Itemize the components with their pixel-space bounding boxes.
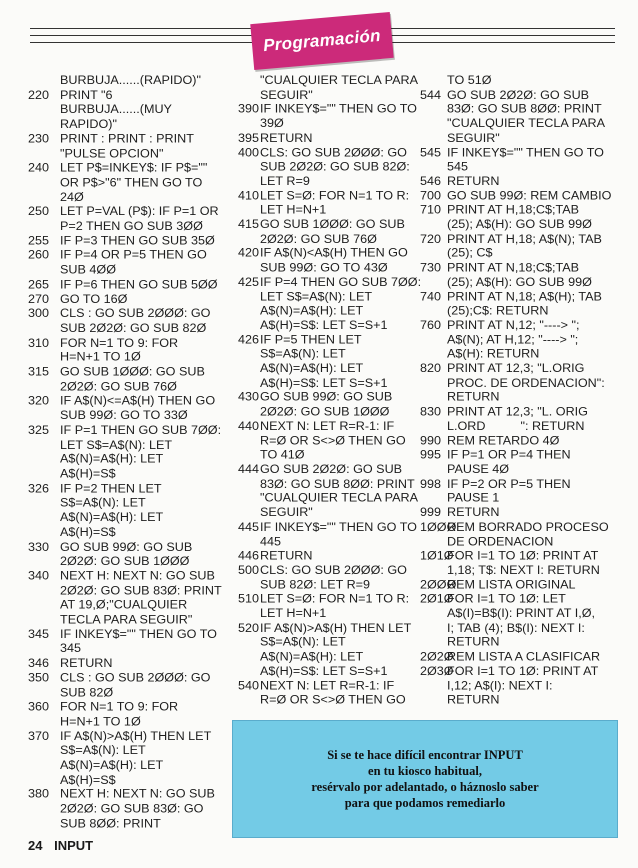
magazine-name: INPUT: [54, 838, 94, 853]
line-number: 995: [420, 448, 442, 462]
code-line: [238, 564, 438, 593]
listing-column-3: [420, 74, 620, 708]
code-line: [238, 521, 438, 550]
code-line: [28, 132, 243, 161]
line-number: 446: [238, 549, 260, 563]
code-text: LET P=VAL (P$): IF P=1 OR P=2 THEN GO SUB 3ØØ: [60, 205, 219, 233]
code-line: [420, 146, 620, 175]
code-text: REM LISTA ORIGINAL: [447, 578, 576, 592]
code-line: [238, 247, 438, 276]
line-number: 540: [238, 679, 260, 692]
code-text: IF A$(N)>A$(H) THEN LET S$=A$(N): LET A$(N)=A$(H): LET A$(H)=S$: LET S=S+1: [260, 621, 412, 678]
line-number: 445: [238, 520, 260, 534]
line-number: 350: [28, 671, 50, 685]
code-line: [420, 405, 620, 434]
code-line: [420, 290, 620, 319]
code-line: [238, 420, 438, 463]
code-text: "CUALQUIER TECLA PARA SEGUIR": [260, 74, 418, 102]
line-number: 440: [238, 419, 260, 433]
code-line: [238, 593, 438, 622]
line-number: 410: [238, 189, 260, 203]
code-line: [28, 89, 243, 133]
code-line: [28, 788, 243, 832]
line-number: 265: [28, 277, 50, 291]
notice-line: Si se te hace difícil encontrar INPUT: [327, 748, 523, 762]
code-text: IF P=5 THEN LET S$=A$(N): LET A$(N)=A$(H): LET A$(H)=S$: LET S=S+1: [260, 333, 388, 390]
code-text: NEXT H: NEXT N: GO SUB 2Ø2Ø: GO SUB 83Ø: PRINT AT 19,Ø;"CUALQUIER TECLA PARA SEGUIR": [60, 569, 222, 627]
line-number: 390: [238, 102, 260, 116]
code-text: PRINT AT N,18; A$(H); TAB (25);C$: RETURN: [447, 290, 602, 318]
code-text: CLS : GO SUB 2ØØØ: GO SUB 2Ø2Ø: GO SUB 82Ø: [60, 307, 211, 335]
code-line: [420, 261, 620, 290]
code-line: [28, 671, 243, 700]
line-number: 2Ø2Ø: [420, 650, 454, 664]
code-text: IF INKEY$="" THEN GO TO 445: [260, 520, 417, 548]
code-text: BURBUJA......(RAPIDO)": [60, 74, 201, 87]
section-tab: [250, 12, 393, 70]
code-line: [28, 293, 243, 308]
line-number: 345: [28, 627, 50, 641]
line-number: 260: [28, 248, 50, 262]
code-line: [238, 103, 438, 132]
code-text: PRINT AT N,12; "----> "; A$(N); AT H,12; "----> "; A$(H): RETURN: [447, 318, 580, 361]
section-title: Programación: [262, 25, 382, 56]
line-number: 425: [238, 275, 260, 289]
line-number: 340: [28, 569, 50, 583]
code-line: [28, 540, 243, 569]
code-text: GO TO 16Ø: [60, 292, 128, 306]
listing-column-2: [238, 74, 438, 708]
code-text: PRINT AT 12,3; "L.ORIG PROC. DE ORDENACION": RETURN: [447, 362, 605, 404]
line-number: 300: [28, 307, 50, 321]
code-text: RETURN: [60, 656, 113, 670]
code-text: IF P=1 OR P=4 THEN PAUSE 4Ø: [447, 448, 571, 476]
line-number: 546: [420, 174, 442, 188]
code-line: [238, 463, 438, 521]
line-number: 330: [28, 540, 50, 554]
code-line: [28, 234, 243, 249]
line-number: 520: [238, 621, 260, 635]
notice-line: en tu kiosco habitual,: [368, 764, 482, 778]
line-number: 310: [28, 336, 50, 350]
line-number: [28, 74, 60, 89]
code-text: IF P=6 THEN GO SUB 5ØØ: [60, 277, 218, 291]
line-number: 360: [28, 700, 50, 714]
line-number: 380: [28, 787, 50, 801]
line-number: 426: [238, 333, 260, 347]
notice-text: [311, 747, 538, 811]
page-number: 24: [28, 838, 43, 853]
code-line: [28, 307, 243, 336]
code-line: [238, 679, 438, 708]
code-text: IF A$(N)<=A$(H) THEN GO SUB 99Ø: GO TO 33Ø: [60, 394, 216, 423]
line-number: 730: [420, 261, 442, 275]
code-text: PRINT AT 12,3; "L. ORIG L.ORD ": RETURN: [447, 405, 588, 433]
code-line: [420, 449, 620, 478]
code-text: GO SUB 99Ø: GO SUB 2Ø2Ø: GO SUB 1ØØØ: [60, 540, 193, 568]
code-text: PRINT AT H,18; A$(N); TAB (25); C$: [447, 232, 602, 260]
code-text: LET S=Ø: FOR N=1 TO R: LET H=N+1: [260, 189, 410, 217]
code-line: [238, 333, 438, 391]
line-number: 325: [28, 423, 50, 437]
line-number: 740: [420, 290, 442, 303]
code-text: REM LISTA A CLASIFICAR: [447, 650, 601, 664]
line-number: 370: [28, 729, 50, 743]
code-line: [238, 621, 438, 679]
line-number: 700: [420, 189, 442, 203]
line-number: 400: [238, 146, 260, 159]
code-line: [28, 482, 243, 540]
line-number: 2Ø1Ø: [420, 592, 454, 606]
code-text: GO SUB 1ØØØ: GO SUB 2Ø2Ø: GO SUB 76Ø: [60, 365, 205, 393]
code-text: FOR I=1 TO 1Ø: LET A$(I)=B$(I): PRINT AT I,Ø, I; TAB (4); B$(I): NEXT I: RETURN: [447, 592, 596, 649]
code-text: RETURN: [447, 174, 500, 188]
code-line: [238, 132, 438, 146]
code-text: LET P$=INKEY$: IF P$="" OR P$>"6" THEN GO TO 24Ø: [60, 161, 208, 204]
code-text: IF P=4 THEN GO SUB 7ØØ: LET S$=A$(N): LET A$(N)=A$(H): LET A$(H)=S$: LET S=S+1: [260, 275, 422, 332]
code-text: IF A$(N)>A$(H) THEN LET S$=A$(N): LET A$(N)=A$(H): LET A$(H)=S$: [60, 729, 212, 787]
code-line: [28, 569, 243, 627]
code-line: [28, 336, 243, 365]
code-line: [420, 650, 620, 664]
line-number: 415: [238, 218, 260, 231]
notice-box: [232, 720, 618, 838]
code-line: [420, 204, 620, 233]
code-text: FOR N=1 TO 9: FOR H=N+1 TO 1Ø: [60, 700, 179, 729]
line-number: 270: [28, 292, 50, 306]
code-text: PRINT "6 BURBUJA......(MUY RAPIDO)": [60, 88, 172, 131]
code-text: LET S=Ø: FOR N=1 TO R: LET H=N+1: [260, 592, 410, 620]
line-number: 998: [420, 477, 442, 491]
code-text: NEXT N: LET R=R-1: IF R=Ø OR S<>Ø THEN GO TO 41Ø: [260, 419, 406, 462]
code-text: IF P=4 OR P=5 THEN GO SUB 4ØØ: [60, 248, 207, 277]
line-number: 346: [28, 656, 50, 670]
line-number: 1ØØØ: [420, 520, 457, 534]
line-number: 545: [420, 146, 442, 159]
line-number: [420, 74, 447, 88]
code-line: [238, 74, 438, 103]
line-number: 830: [420, 405, 442, 419]
code-text: IF INKEY$="" THEN GO TO 545: [447, 146, 604, 174]
line-number: 720: [420, 232, 442, 246]
code-line: [238, 391, 438, 420]
code-line: [420, 362, 620, 405]
code-text: IF P=3 THEN GO SUB 35Ø: [60, 234, 215, 248]
page-footer: [28, 838, 101, 853]
code-text: RETURN: [260, 131, 313, 145]
line-number: 420: [238, 246, 260, 260]
line-number: 2ØØØ: [420, 578, 457, 592]
code-text: GO SUB 2Ø2Ø: GO SUB 83Ø: GO SUB 8ØØ: PRINT "CUALQUIER TECLA PARA SEGUIR": [260, 463, 418, 520]
line-number: 240: [28, 161, 50, 175]
code-text: FOR N=1 TO 9: FOR H=N+1 TO 1Ø: [60, 336, 179, 364]
code-text: IF P=2 OR P=5 THEN PAUSE 1: [447, 477, 571, 505]
line-number: 990: [420, 434, 442, 448]
listing-column-1: [28, 74, 243, 832]
code-line: [28, 161, 243, 205]
code-line: [420, 189, 620, 203]
code-text: RETURN: [447, 506, 500, 520]
code-text: IF A$(N)<A$(H) THEN GO SUB 99Ø: GO TO 43Ø: [260, 246, 408, 275]
code-text: NEXT H: NEXT N: GO SUB 2Ø2Ø: GO SUB 83Ø: GO SUB 8ØØ: PRINT: [60, 787, 215, 831]
code-text: TO 51Ø: [447, 74, 492, 87]
code-line: [420, 578, 620, 592]
line-number: 1Ø1Ø: [420, 549, 454, 563]
code-text: CLS : GO SUB 2ØØØ: GO SUB 82Ø: [60, 671, 211, 699]
code-text: PRINT AT N,18;C$;TAB (25); A$(H): GO SUB 99Ø: [447, 261, 592, 289]
code-line: [28, 249, 243, 278]
code-line: [28, 700, 243, 729]
code-line: [420, 549, 620, 578]
code-line: [238, 189, 438, 218]
line-number: 999: [420, 506, 442, 520]
line-number: 320: [28, 394, 50, 408]
code-line: [28, 424, 243, 482]
line-number: 444: [238, 463, 260, 476]
code-line: [420, 477, 620, 506]
line-number: 430: [238, 390, 260, 404]
code-line: [420, 74, 620, 88]
code-line: [420, 175, 620, 189]
code-line: [28, 205, 243, 234]
code-text: GO SUB 99Ø: GO SUB 2Ø2Ø: GO SUB 1ØØØ: [260, 390, 393, 419]
line-number: 326: [28, 481, 50, 495]
code-line: [420, 88, 620, 146]
line-number: 395: [238, 131, 260, 145]
code-line: [238, 549, 438, 563]
code-text: GO SUB 1ØØØ: GO SUB 2Ø2Ø: GO SUB 76Ø: [260, 218, 405, 246]
line-number: 220: [28, 88, 50, 102]
code-line: [420, 232, 620, 261]
line-number: 230: [28, 132, 50, 146]
code-line: [28, 730, 243, 788]
code-text: IF P=1 THEN GO SUB 7ØØ: LET S$=A$(N): LET A$(N)=A$(H): LET A$(H)=S$: [60, 423, 222, 481]
code-line: [238, 146, 438, 189]
code-text: RETURN: [260, 549, 313, 563]
line-number: 315: [28, 365, 50, 379]
code-text: IF INKEY$="" THEN GO TO 345: [60, 627, 217, 656]
code-text: REM RETARDO 4Ø: [447, 434, 560, 448]
code-line: [420, 506, 620, 520]
code-text: REM BORRADO PROCESO DE ORDENACION: [447, 520, 609, 548]
code-text: NEXT N: LET R=R-1: IF R=Ø OR S<>Ø THEN GO: [260, 679, 406, 707]
code-text: IF P=2 THEN LET S$=A$(N): LET A$(N)=A$(H): LET A$(H)=S$: [60, 481, 164, 539]
code-text: FOR I=1 TO 1Ø: PRINT AT I,12; A$(I): NEXT I: RETURN: [447, 664, 599, 707]
line-number: 760: [420, 318, 442, 332]
code-line: [28, 657, 243, 672]
code-text: IF INKEY$="" THEN GO TO 39Ø: [260, 102, 417, 131]
code-text: CLS: GO SUB 2ØØØ: GO SUB 82Ø: LET R=9: [260, 563, 407, 592]
line-number: 500: [238, 563, 260, 577]
code-line: [420, 665, 620, 708]
code-text: PRINT AT H,18;C$;TAB (25); A$(H): GO SUB 99Ø: [447, 203, 592, 231]
line-number: 250: [28, 205, 50, 219]
code-text: PRINT : PRINT : PRINT "PULSE OPCION": [60, 132, 194, 160]
line-number: 2Ø3Ø: [420, 664, 454, 678]
code-line: [28, 628, 243, 657]
code-text: GO SUB 99Ø: REM CAMBIO: [447, 189, 612, 203]
code-line: [420, 593, 620, 651]
code-line: [420, 521, 620, 550]
line-number: 510: [238, 592, 260, 606]
notice-line: resérvalo por adelantado, o háznoslo saber: [311, 780, 539, 794]
code-line: [28, 365, 243, 394]
code-text: FOR I=1 TO 1Ø: PRINT AT 1,18; T$: NEXT I: RETURN: [447, 549, 600, 577]
line-number: 255: [28, 234, 50, 248]
line-number: 544: [420, 88, 442, 102]
code-text: GO SUB 2Ø2Ø: GO SUB 83Ø: GO SUB 8ØØ: PRINT "CUALQUIER TECLA PARA SEGUIR": [447, 88, 605, 145]
line-number: [238, 74, 260, 103]
code-line: [28, 74, 243, 89]
line-number: 820: [420, 362, 442, 375]
notice-line: para que podamos remediarlo: [344, 796, 506, 810]
code-line: [420, 434, 620, 448]
code-text: CLS: GO SUB 2ØØØ: GO SUB 2Ø2Ø: GO SUB 82Ø: LET R=9: [260, 146, 410, 188]
code-line: [238, 276, 438, 334]
line-number: 710: [420, 203, 442, 217]
code-line: [420, 319, 620, 362]
code-line: [28, 278, 243, 293]
code-line: [28, 395, 243, 424]
code-line: [238, 218, 438, 247]
